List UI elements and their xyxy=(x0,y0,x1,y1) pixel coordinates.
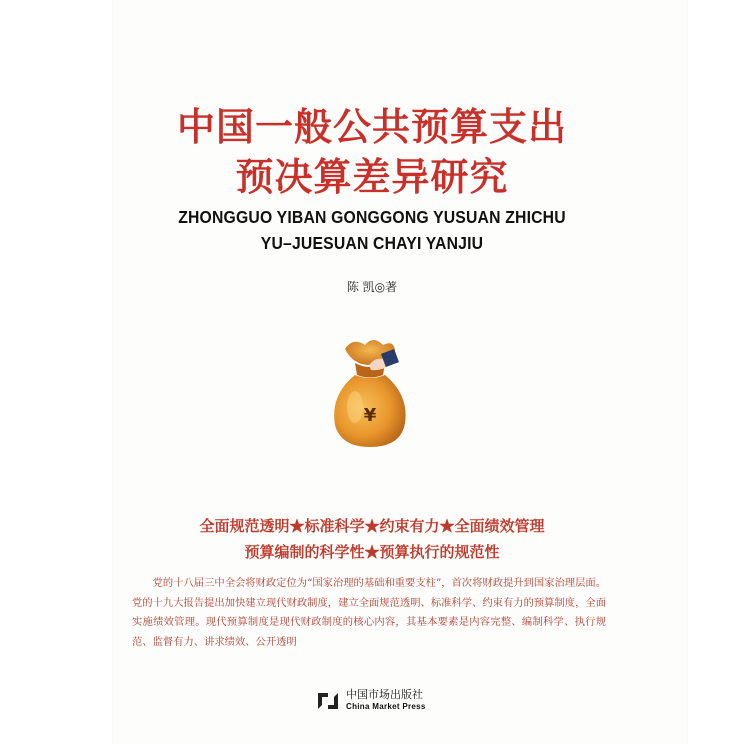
money-bag-icon xyxy=(325,335,415,450)
description-paragraph: 党的十八届三中全会将财政定位为“国家治理的基础和重要支柱”，首次将财政提升到国家治理层面。党的十九大报告提出加快建立现代财政制度，建立全面规范透明、标准科学、约束有力的预算制度，全面实施绩效管理。现代预算制度是现代财政制度的核心内容，其基本要素是内容完整、编制科学、执行规范、监督有力、讲求绩效、公开透明 xyxy=(132,577,606,648)
title-chinese-line1: 中国一般公共预算支出 xyxy=(176,104,567,149)
slogan-line2: 预算编制的科学性★预算执行的规范性 xyxy=(244,543,500,561)
publisher-logo-icon xyxy=(316,691,340,711)
author: 陈 凯◎著 xyxy=(346,280,398,294)
slogan-line1: 全面规范透明★标准科学★约束有力★全面绩效管理 xyxy=(199,517,545,535)
publisher-name-cn: 中国市场出版社 xyxy=(346,688,423,701)
title-pinyin-line2: YU–JUESUAN CHAYI YANJIU xyxy=(260,233,484,253)
yuan-symbol: ¥ xyxy=(363,405,377,426)
publisher xyxy=(316,689,426,713)
publisher-name-en: China Market Press xyxy=(346,702,426,711)
title-chinese-line2: 预决算差异研究 xyxy=(235,154,509,199)
title-pinyin-line1: ZHONGGUO YIBAN GONGGONG YUSUAN ZHICHU xyxy=(178,207,566,227)
